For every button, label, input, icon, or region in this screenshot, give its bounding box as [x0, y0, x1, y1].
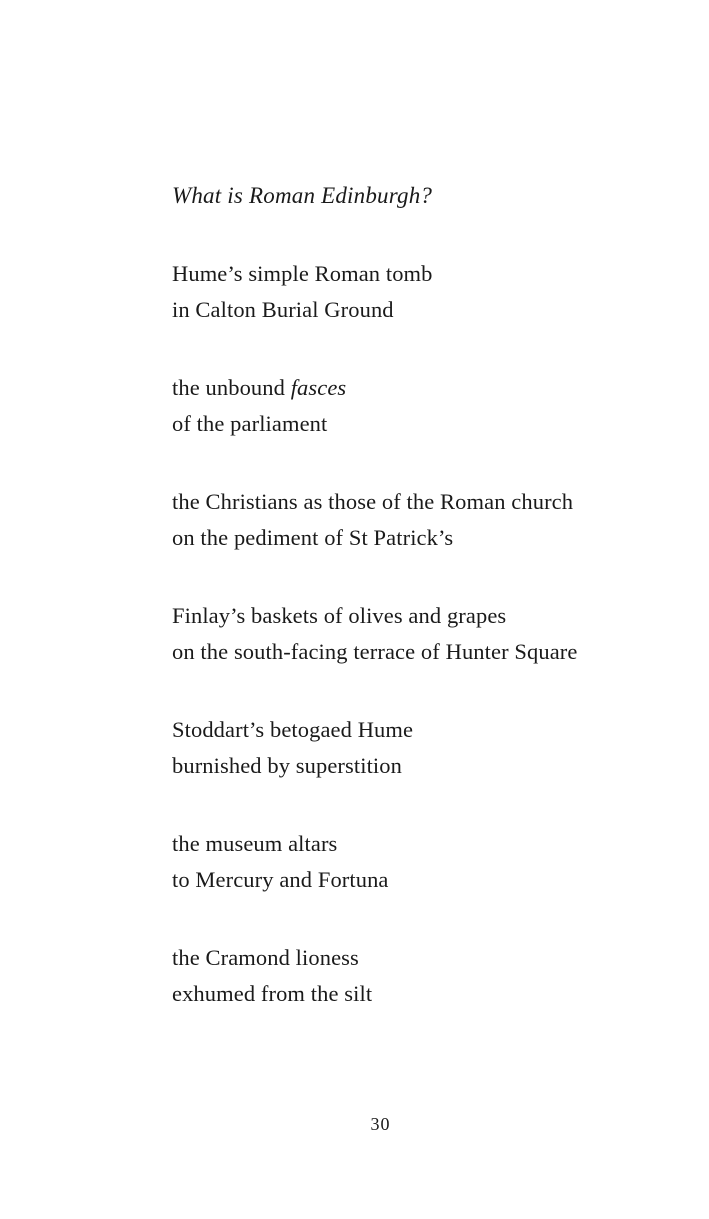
poem-line: in Calton Burial Ground: [172, 297, 394, 322]
stanza-1: [172, 256, 692, 328]
stanza-3: [172, 484, 692, 556]
poem-line: exhumed from the silt: [172, 981, 373, 1006]
page-number: 30: [370, 1114, 391, 1134]
poem-line: the Cramond lioness: [172, 945, 359, 970]
poem-line: of the parliament: [172, 411, 328, 436]
poem-line: the Christians as those of the Roman church: [172, 489, 574, 514]
poem-line: Finlay’s baskets of olives and grapes: [172, 603, 507, 628]
poem-line: to Mercury and Fortuna: [172, 867, 389, 892]
line-text: the unbound: [172, 375, 291, 400]
poem-line: on the pediment of St Patrick’s: [172, 525, 454, 550]
italic-word: fasces: [290, 375, 347, 400]
poem: [172, 178, 692, 1054]
stanza-7: [172, 940, 692, 1012]
stanza-6: [172, 826, 692, 898]
stanza-5: [172, 712, 692, 784]
stanza-2: [172, 370, 692, 442]
poem-title: What is Roman Edinburgh?: [172, 183, 433, 208]
stanza-4: [172, 598, 692, 670]
poem-line: [172, 370, 692, 406]
poem-line: on the south-facing terrace of Hunter Square: [172, 639, 578, 664]
poem-line: Stoddart’s betogaed Hume: [172, 717, 414, 742]
poem-line: Hume’s simple Roman tomb: [172, 261, 433, 286]
poem-line: burnished by superstition: [172, 753, 402, 778]
poem-line: the museum altars: [172, 831, 338, 856]
